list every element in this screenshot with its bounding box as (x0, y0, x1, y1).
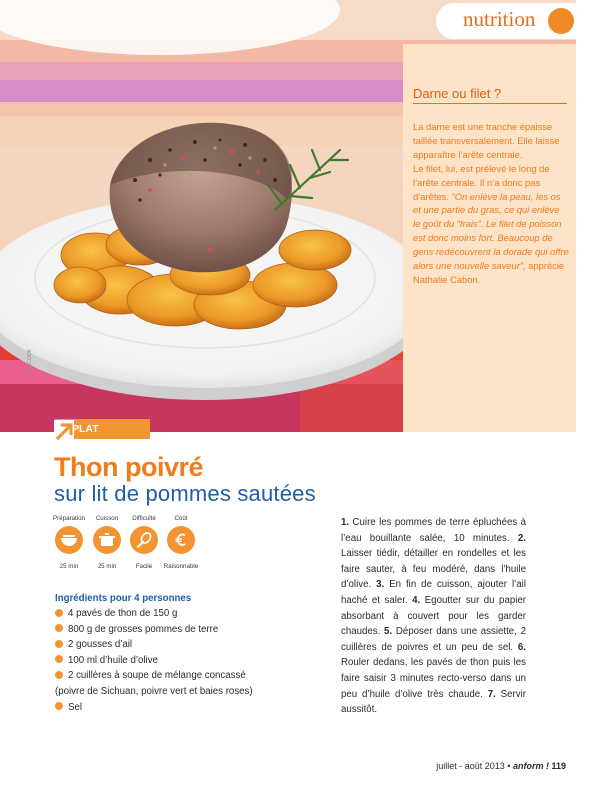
bullet-icon (55, 702, 63, 710)
photo-credit: © SCOOK (27, 348, 33, 372)
list-item (55, 653, 325, 669)
euro-icon (167, 526, 195, 554)
sidebar-paragraph: La darne est une tranche épaisse taillée transversalement. Elle laisse apparaître l’arête centrale. (413, 121, 560, 160)
step-number: 5. (384, 626, 393, 638)
list-item (55, 606, 325, 622)
sidebar-attribution: apprécie Nathalie Cabon. (413, 260, 565, 285)
ingredient-text: 100 ml d’huile d’olive (68, 654, 158, 666)
step-number: 3. (376, 579, 385, 591)
step-number: 7. (487, 688, 496, 700)
sidebar-title: Darne ou filet ? (413, 86, 567, 104)
sidebar-quote: “On enlève la peau, les os et une partie du gras, ce qui enlève le goût du “frais”. Le filet de poisson est donc moins fort. Beaucoup de gens redécouvrent la dorade qui offre alors une nouvelle saveur”, (413, 190, 569, 272)
meta-cost (156, 515, 206, 570)
page-number: 119 (551, 761, 566, 771)
meta-value: Facile (135, 563, 153, 570)
step-text: En fin de cuisson, ajouter l’ail haché et saler. (341, 579, 526, 606)
ingredient-text: 4 pavés de thon de 150 g (68, 608, 178, 619)
step-number: 1. (341, 517, 350, 528)
ingredient-text: (poivre de Sichuan, poivre vert et baies roses) (55, 685, 253, 697)
bullet-icon (55, 624, 63, 632)
step-number: 4. (412, 594, 421, 606)
step-number: 6. (517, 641, 526, 653)
pot-icon (93, 526, 121, 554)
step-number: 2. (517, 532, 526, 544)
step-text: Servir aussitôt. (341, 688, 526, 716)
step-text: Laisser tiédir, détailler en rondelles et les faire sauter, à feu modéré, dans l’huile d’olive. (341, 548, 526, 591)
list-item (55, 668, 325, 684)
ingredient-text: Sel (68, 701, 83, 713)
category-label: PLAT (72, 423, 99, 435)
bullet-icon (55, 609, 63, 617)
section-dot-icon (548, 8, 574, 34)
footer-magazine: anform ! (512, 761, 549, 771)
recipe-title: Thon poivré (54, 452, 203, 482)
section-title: nutrition (463, 7, 536, 31)
ingredients-heading: Ingrédients pour 4 personnes (55, 593, 192, 604)
page-footer (436, 761, 566, 771)
ingredient-text: 800 g de grosses pommes de terre (68, 623, 219, 635)
step-text: Egoutter sur du papier absorbant à couvert pour les garder chaudes. (341, 594, 526, 638)
meta-label: Coût (174, 515, 188, 522)
recipe-subtitle: sur lit de pommes sautées (54, 481, 316, 506)
ingredients-list (55, 606, 325, 715)
bullet-icon (55, 640, 63, 648)
recipe-steps (341, 515, 526, 718)
meta-value: 25 min (97, 563, 117, 570)
whisk-icon (130, 526, 158, 554)
step-text: Déposer dans une assiette, 2 cuillères de poivres et un peu de sel. (341, 626, 526, 653)
list-item-continuation (55, 684, 325, 700)
sidebar-paragraph (413, 162, 569, 287)
ingredient-text: 2 cuillères à soupe de mélange concassé (68, 670, 246, 682)
bullet-icon (55, 655, 63, 663)
ingredient-text: 2 gousses d’ail (68, 639, 133, 651)
meta-value: Raisonnable (163, 563, 199, 570)
step-text: Cuire les pommes de terre épluchées à l’eau bouillante salée, 10 minutes. (341, 517, 527, 544)
sidebar-box (403, 44, 576, 432)
list-item (55, 637, 325, 653)
step-text: Rouler dedans, les pavés de thon puis les faire saisir 3 minutes recto-verso dans un peu d’huile d’olive très chaude. (341, 657, 526, 700)
meta-label: Préparation (53, 515, 85, 522)
sidebar-intro: Le filet, lui, est prélevé le long de l’arête centrale. Il n’a donc pas d’arêtes. (413, 162, 550, 202)
meta-label: Cuisson (95, 515, 119, 522)
sidebar-text (413, 120, 569, 287)
meta-label: Difficulté (132, 515, 156, 522)
list-item (55, 622, 325, 638)
meta-value: 25 min (59, 563, 79, 570)
footer-date: juillet - août 2013 • (436, 761, 511, 771)
list-item (55, 700, 325, 716)
arrow-up-right-icon (54, 420, 74, 442)
bullet-icon (55, 671, 63, 679)
bowl-icon (55, 526, 83, 554)
